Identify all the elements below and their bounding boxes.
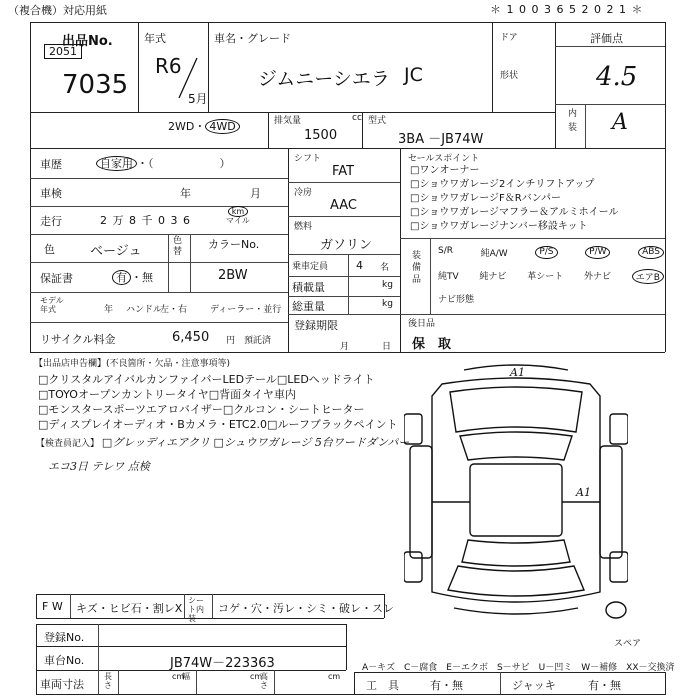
damage-diagram [404,362,628,620]
chassis-value: JB74W－223363 [170,656,275,671]
shape-label: 形状 [500,71,519,81]
dealer-value: ディーラー・並行 [210,305,282,315]
note-item: □クリスタルアイバルカンファイバーLEDテール□LEDヘッドライト [38,373,375,386]
handle-label: ハンドル [126,305,163,315]
note-item: □モンスタースポーツエアロバイザー□クルコン・シートヒーター [38,403,365,416]
sales-item: □ショウワガレージ2インチリフトアップ [410,179,595,190]
seat-label: シート内装 [188,596,204,623]
model-year-label: モデル年式 [40,296,64,314]
color-value: ベージュ [90,244,142,259]
recycle-value: 6,450 [172,330,210,345]
history-label: 車歴 [40,158,62,171]
model-grade: JC [404,64,423,86]
inspector-label: 【検査員記入】 [36,439,100,449]
displacement-label: 排気量 [274,116,302,126]
equipment-row-1: S/R 純A/W P/S P/W ABS [438,246,664,259]
width-label: 幅 [182,672,190,681]
damage-mark-side: A1 [576,486,591,499]
fw-label: F W [42,600,63,613]
height-label: 高さ [260,672,268,690]
handwritten-note: エコ3日 テレワ 点検 [48,460,150,473]
type-value: 3BA －JB74W [398,132,484,147]
interior-label: 内装 [568,109,578,133]
post-date-label: 後日品 [408,319,436,329]
notes-title: 【出品店申告欄】(不良箇所・欠品・注意事項等) [34,359,231,369]
length-label: 長さ [104,672,112,690]
registration-label: 登録No. [44,631,85,644]
fuel-label: 燃料 [294,222,313,232]
handle-value: 左・右 [160,305,188,315]
sales-item: □ショウワガレージF＆Rバンパー [410,193,562,204]
recycle-label: リサイクル料金 [40,333,116,346]
ac-value: AAC [330,198,357,213]
sales-item: □ショウワガレージナンバー移設キット [410,221,588,232]
year-month: 5月 [188,92,208,106]
weight-label: 総重量 [292,300,325,313]
post-date-value: 保 取 [412,337,452,352]
load-label: 積載量 [292,281,325,294]
door-label: ドア [500,33,518,43]
color-change-label: 色替 [173,236,183,257]
chassis-label: 車台No. [44,654,85,667]
equipment-row-2: 純TV 純ナビ 革シート 外ナビ エアB [438,269,664,284]
model-name: ジムニーシエラ [258,68,390,90]
drive-2wd: 2WD [168,120,195,133]
serial-number: ＊ 1 0 0 3 6 5 2 0 2 1 ＊ [490,3,644,16]
damage-legend: A－キズ C－腐食 E－エクボ S－サビ U－凹ミ W－補修 XX－交換済 [362,663,675,673]
lot-small-number: 2051 [44,44,82,59]
ac-label: 冷房 [294,188,313,198]
shift-value: FAT [332,164,355,179]
year-era: R6 [155,54,182,78]
tools-label: 工 具 [366,679,399,692]
sales-list [410,164,618,234]
score-value: 4.5 [596,62,638,92]
displacement-value: 1500 [304,128,338,143]
drive-4wd-circled: 4WD [205,119,239,134]
tools-value: 有・無 [430,679,463,692]
drive-type: 2WD・ 4WD [168,118,240,134]
jack-value: 有・無 [588,679,621,692]
equipment-label: 装備品 [412,251,422,285]
interior-value: A [612,110,628,135]
seat-items: コゲ・穴・汚レ・シミ・破レ・スレ [218,602,394,615]
note-item: □TOYOオープンカントリータイヤ□背面タイヤ車内 [38,388,296,401]
inspector-note: 【検査員記入】 □グレッディエアクリ □シュウワガレージ 5台ワードダンパー [36,436,410,449]
sales-item: □ショウワガレージマフラー＆アルミホイール [410,207,619,218]
warranty-label: 保証書 [40,272,73,285]
capacity-value: 4 [356,259,363,272]
notes-list [38,372,398,432]
sales-item: □ワンオーナー [410,165,480,176]
score-label: 評価点 [590,32,623,45]
history-value: 自家用 ・（ ） [96,155,231,171]
model-label: 車名・グレード [214,32,291,45]
doc-type-label: （複合機）対応用紙 [8,4,107,17]
jack-label: ジャッキ [512,679,556,692]
term-label: 登録期限 [294,319,338,332]
nav-type-label: ナビ形態 [438,295,475,305]
warranty-value: 有 ・無 [112,269,153,285]
damage-mark-front: A1 [510,366,525,379]
mileage-label: 走行 [40,215,62,228]
shift-label: シフト [294,154,322,164]
year-label: 年式 [144,32,166,45]
sales-label: セールスポイント [408,154,480,164]
mileage-unit: km マイル [226,207,250,225]
lot-number: 7035 [62,70,129,100]
lot-label: 出品No. [62,34,113,49]
note-item: □ディスプレイオーディオ・Bカメラ・ETC2.0□ルーフブラックペイント [38,418,398,431]
color-label: 色 [44,243,55,256]
capacity-label: 乗車定員 [292,262,329,272]
fw-items: キズ・ヒビ石・割レX [76,602,183,615]
type-label: 型式 [368,116,387,126]
fuel-value: ガソリン [320,238,373,253]
inspection-label: 車検 [40,187,62,200]
color-no-value: 2BW [218,268,248,283]
color-no-label: カラーNo. [208,238,260,251]
mileage-value: 2 万 8 千 0 3 6 [100,214,191,227]
dims-label: 車両寸法 [40,678,84,691]
spare-label: スペア [614,639,642,649]
